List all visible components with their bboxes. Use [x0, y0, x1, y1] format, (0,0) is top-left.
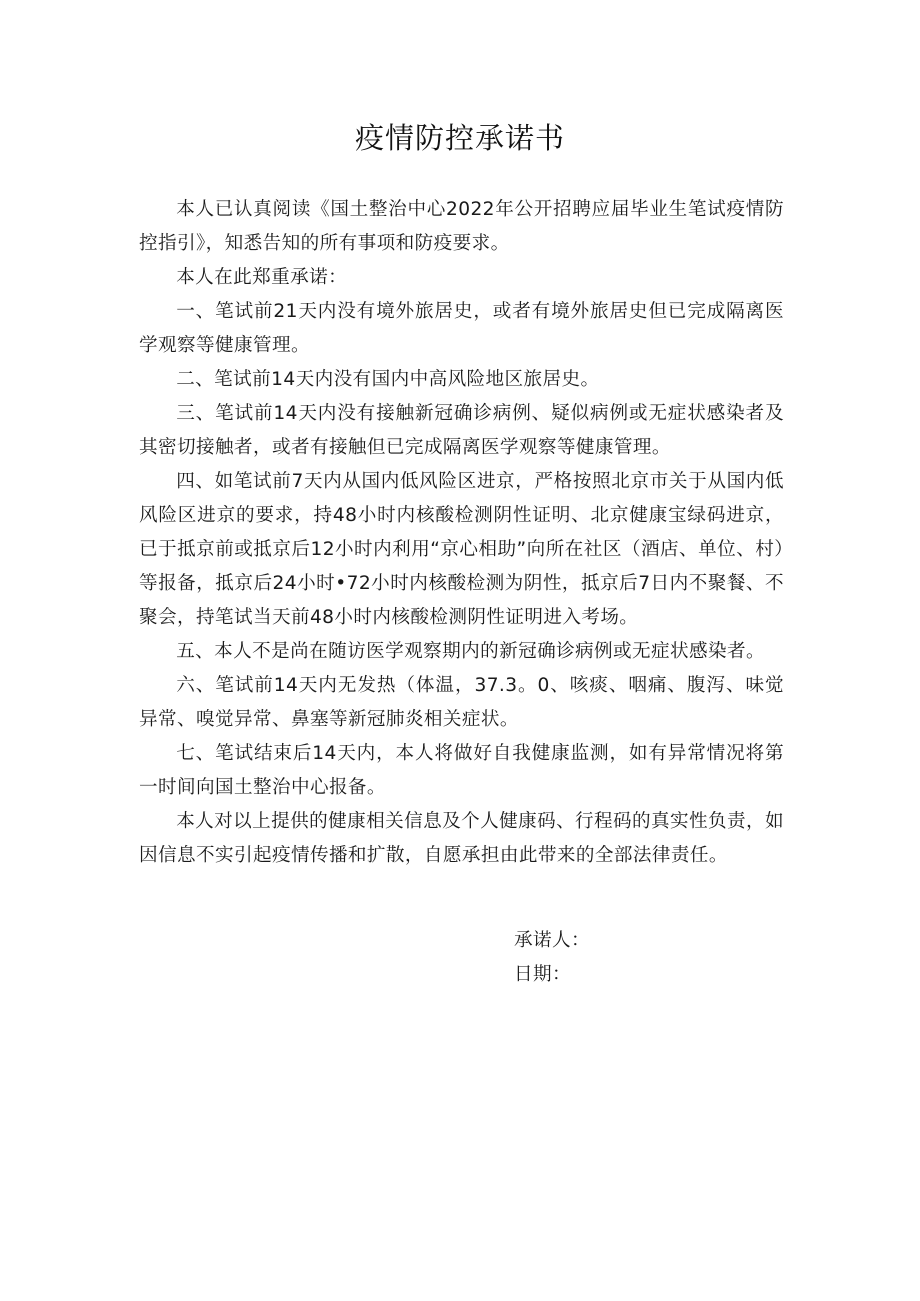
paragraph-item-6: 六、笔试前14天内无发热（体温，37.3。0、咳痰、咽痛、腹泻、味觉异常、嗅觉异常、鼻塞等新冠肺炎相关症状。	[139, 675, 784, 730]
paragraph-responsibility: 本人对以上提供的健康相关信息及个人健康码、行程码的真实性负责，如因信息不实引起疫情传播和扩散，自愿承担由此带来的全部法律责任。	[139, 811, 784, 866]
paragraph-item-4: 四、如笔试前7天内从国内低风险区进京，严格按照北京市关于从国内低风险区进京的要求，持48小时内核酸检测阴性证明、北京健康宝绿码进京，已于抵京前或抵京后12小时内利用“京心相助”向所在社区（酒店、单位、村）等报备，抵京后24小时•72小时内核酸检测为阴性，抵京后7日内不聚餐、不聚会，持笔试当天前48小时内核酸检测阴性证明进入考场。	[139, 471, 784, 628]
paragraph-item-2: 二、笔试前14天内没有国内中高风险地区旅居史。	[176, 369, 600, 390]
promisor-label: 承诺人：	[514, 930, 590, 951]
paragraph-pledge-heading: 本人在此郑重承诺：	[176, 267, 348, 288]
date-label: 日期：	[514, 964, 571, 985]
page-title: 疫情防控承诺书	[354, 121, 565, 155]
paragraph-item-3: 三、笔试前14天内没有接触新冠确诊病例、疑似病例或无症状感染者及其密切接触者，或者有接触但已完成隔离医学观察等健康管理。	[139, 403, 784, 458]
paragraph-intro: 本人已认真阅读《国土整治中心2022年公开招聘应届毕业生笔试疫情防控指引》，知悉告知的所有事项和防疫要求。	[139, 199, 784, 254]
document-body	[139, 193, 784, 873]
paragraph-item-7: 七、笔试结束后14天内，本人将做好自我健康监测，如有异常情况将第一时间向国土整治中心报备。	[139, 743, 784, 798]
paragraph-item-1: 一、笔试前21天内没有境外旅居史，或者有境外旅居史但已完成隔离医学观察等健康管理。	[139, 301, 784, 356]
paragraph-item-5: 五、本人不是尚在随访医学观察期内的新冠确诊病例或无症状感染者。	[176, 641, 765, 662]
signature-block	[514, 924, 774, 992]
